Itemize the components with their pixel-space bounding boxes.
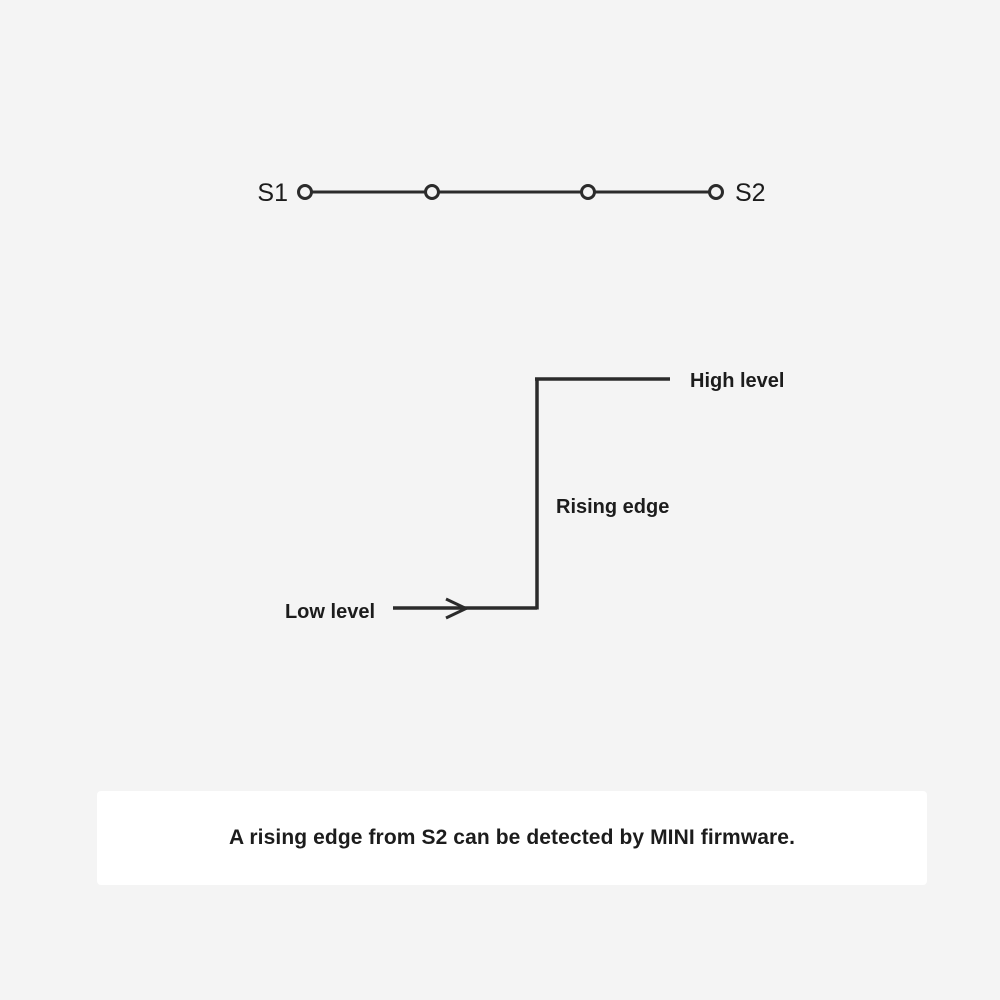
caption-text: A rising edge from S2 can be detected by MINI firmware. <box>228 826 796 849</box>
waveform-trace <box>393 379 670 610</box>
waveform-rising-edge-label: Rising edge <box>556 496 670 518</box>
terminal-node-4 <box>710 186 723 199</box>
terminal-label-s2: S2 <box>735 179 766 207</box>
terminal-node-3 <box>582 186 595 199</box>
waveform-low-level-label: Low level <box>284 601 375 623</box>
waveform-high-level-label: High level <box>690 370 785 392</box>
terminal-node-2 <box>426 186 439 199</box>
terminal-node-1 <box>299 186 312 199</box>
terminal-label-s1: S1 <box>257 179 288 207</box>
caption-panel <box>97 791 927 885</box>
